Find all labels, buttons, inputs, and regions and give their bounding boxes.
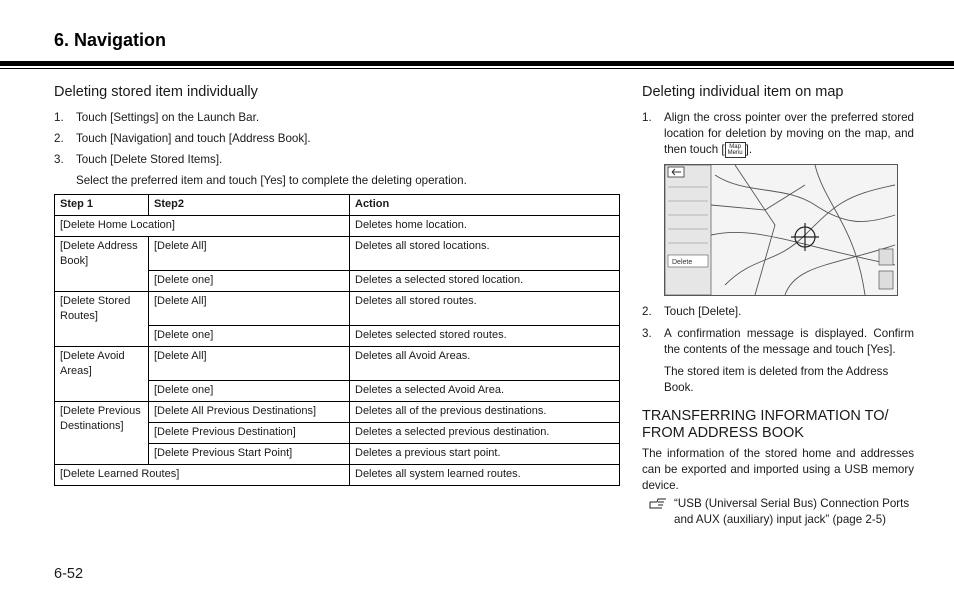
step-note: Select the preferred item and touch [Yes] to complete the deleting operation. xyxy=(76,174,467,187)
table-cell: [Delete one] xyxy=(149,381,350,402)
table-row xyxy=(55,402,620,423)
table-cell: Deletes all system learned routes. xyxy=(350,465,620,486)
table-row xyxy=(55,237,620,271)
page-number: 6-52 xyxy=(54,566,84,582)
table-cell: Deletes all stored locations. xyxy=(350,237,620,271)
table-cell: Deletes home location. xyxy=(350,216,620,237)
step-item: 1. Touch [Settings] on the Launch Bar. xyxy=(54,111,260,124)
step-note: The stored item is deleted from the Address Book. xyxy=(664,365,889,395)
header-divider xyxy=(0,61,954,66)
step-item: 2. Touch [Navigation] and touch [Address Book]. xyxy=(54,132,311,145)
table-row xyxy=(55,292,620,326)
table-cell: Deletes all stored routes. xyxy=(350,292,620,326)
table-cell: Deletes all of the previous destinations. xyxy=(350,402,620,423)
step-item: 1. Align the cross pointer over the preferred stored location for deletion by moving on the map, and then touch [ Map Menu ]. xyxy=(642,111,914,157)
map-menu-button-icon: Map Menu xyxy=(725,142,746,158)
page-title: 6. Navigation xyxy=(54,30,167,50)
map-step-list-2 xyxy=(642,304,914,358)
table-cell: [Delete Stored Routes] xyxy=(55,292,149,347)
table-cell: [Delete Avoid Areas] xyxy=(55,347,149,402)
step-list xyxy=(54,110,620,167)
table-cell: [Delete All] xyxy=(149,347,350,381)
pointing-hand-icon xyxy=(648,496,670,510)
table-cell: Deletes a selected Avoid Area. xyxy=(350,381,620,402)
map-illustration xyxy=(665,165,897,295)
right-column xyxy=(642,84,914,528)
header-divider-thin xyxy=(0,68,954,69)
map-screen-image xyxy=(664,164,898,296)
table-header-row xyxy=(55,195,620,216)
section-heading: Deleting stored item individually xyxy=(54,84,258,100)
table-cell: [Delete one] xyxy=(149,271,350,292)
transfer-paragraph: The information of the stored home and addresses can be exported and imported using a USB memory device. xyxy=(642,447,914,493)
step-item: 3. Touch [Delete Stored Items]. xyxy=(54,153,223,166)
table-cell: [Delete All] xyxy=(149,237,350,271)
left-column xyxy=(54,84,620,486)
table-cell: Deletes a selected previous destination. xyxy=(350,423,620,444)
delete-actions-table xyxy=(54,194,620,486)
table-cell: Deletes a previous start point. xyxy=(350,444,620,465)
step-item: 3. A confirmation message is displayed. Confirm the contents of the message and touch [Yes]. xyxy=(642,327,914,357)
table-cell: [Delete Learned Routes] xyxy=(55,465,350,486)
table-cell: [Delete Previous Destinations] xyxy=(55,402,149,465)
table-row xyxy=(55,465,620,486)
table-cell: [Delete All Previous Destinations] xyxy=(149,402,350,423)
table-row xyxy=(55,347,620,381)
table-cell: [Delete Previous Destination] xyxy=(149,423,350,444)
table-cell: [Delete one] xyxy=(149,326,350,347)
table-header-cell: Action xyxy=(350,195,620,216)
table-cell: Deletes selected stored routes. xyxy=(350,326,620,347)
table-header-cell: Step 1 xyxy=(55,195,149,216)
transfer-heading: TRANSFERRING INFORMATION TO/ FROM ADDRESS BOOK xyxy=(642,408,889,442)
table-cell: [Delete Home Location] xyxy=(55,216,350,237)
table-cell: Deletes a selected stored location. xyxy=(350,271,620,292)
table-header-cell: Step2 xyxy=(149,195,350,216)
table-cell: [Delete All] xyxy=(149,292,350,326)
table-cell: [Delete Address Book] xyxy=(55,237,149,292)
map-step-list xyxy=(642,110,914,158)
step-item: 2. Touch [Delete]. xyxy=(642,305,742,319)
table-cell: Deletes all Avoid Areas. xyxy=(350,347,620,381)
table-cell: [Delete Previous Start Point] xyxy=(149,444,350,465)
section-heading: Deleting individual item on map xyxy=(642,84,844,100)
svg-text:Delete: Delete xyxy=(672,259,693,267)
cross-reference: “USB (Universal Serial Bus) Connection Ports and AUX (auxiliary) input jack” (page 2-5) xyxy=(642,496,914,528)
table-row xyxy=(55,216,620,237)
